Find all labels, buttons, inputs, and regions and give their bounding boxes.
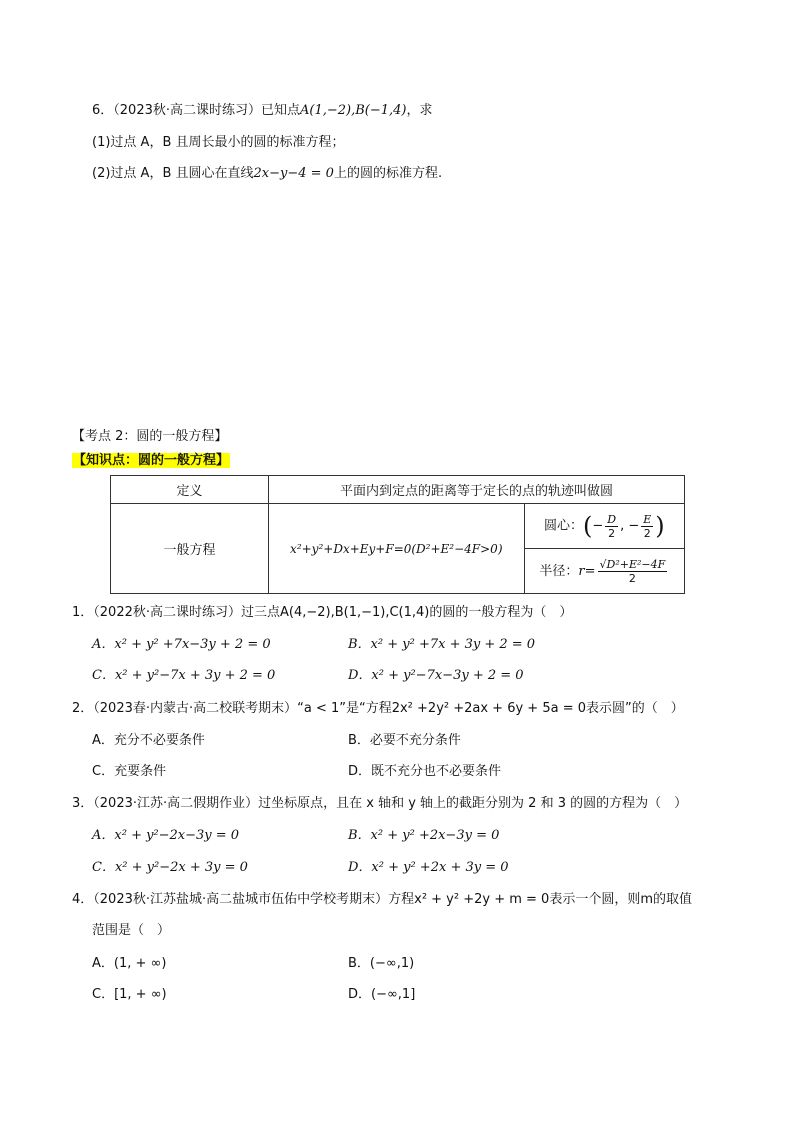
q4-option-d[interactable]: D．(−∞,1]	[348, 987, 416, 1002]
center-label: 圆心：	[543, 518, 583, 534]
q6-part2	[92, 165, 442, 183]
center-x-fraction: $\frac{D}{2}$	[607, 512, 617, 540]
knowledge-table	[110, 475, 685, 594]
q2-option-d[interactable]: D．既不充分也不必要条件	[348, 764, 502, 779]
q6-part1: (1)过点 A，B 且周长最小的圆的标准方程；	[92, 135, 345, 150]
table-equation: x²+y²+Dx+Ey+F=0(D²+E²−4F>0)	[268, 504, 524, 594]
center-y-fraction: $\frac{E}{2}$	[643, 512, 652, 540]
knowledge-title	[72, 452, 230, 470]
q6-part2-text: (2)过点 A，B 且圆心在直线	[92, 166, 254, 181]
q6-part2-equation: 2x−y−4 = 0	[253, 166, 334, 181]
q6-points: A(1,−2),B(−1,4)	[300, 103, 407, 118]
q1-stem: 1．（2022秋·高二课时练习）过三点A(4,−2),B(1,−1),C(1,4)的圆的一般方程为（ ）	[72, 605, 573, 620]
q3-option-b[interactable]: B．x² + y² +2x−3y = 0	[348, 828, 500, 843]
q3-option-c[interactable]: C．x² + y²−2x + 3y = 0	[92, 860, 248, 875]
q4-stem: 4．（2023秋·江苏盐城·高二盐城市伍佑中学校考期末）方程x² + y² +2y + m = 0表示一个圆，则m的取值	[72, 892, 692, 907]
q6-ask: ，求	[406, 103, 433, 118]
q1-option-a[interactable]: A．x² + y² +7x−3y + 2 = 0	[92, 637, 271, 652]
q1-option-d[interactable]: D．x² + y²−7x−3y + 2 = 0	[348, 668, 524, 683]
q3-stem: 3．（2023·江苏·高二假期作业）过坐标原点，且在 x 轴和 y 轴上的截距分别为 2 和 3 的圆的方程为（ ）	[72, 796, 688, 811]
q6-part2-tail: 上的圆的标准方程.	[333, 166, 443, 181]
q2-option-c[interactable]: C．充要条件	[92, 764, 167, 779]
q1-option-b[interactable]: B．x² + y² +7x + 3y + 2 = 0	[348, 637, 536, 652]
radius-label: 半径：	[539, 563, 579, 579]
table-center-cell: 圆心：(− $\frac{D}{2}$ , − $\frac{E}{2}$ )	[524, 504, 684, 549]
q4-option-b[interactable]: B．(−∞,1)	[348, 956, 415, 971]
q2-option-b[interactable]: B．必要不充分条件	[348, 733, 461, 748]
q6-intro: 6．（2023秋·高二课时练习）已知点	[92, 103, 300, 118]
knowledge-highlight: 【知识点：圆的一般方程】	[73, 453, 230, 468]
q4-stem-continued: 范围是（ ）	[92, 923, 171, 938]
q1-option-c[interactable]: C．x² + y²−7x + 3y + 2 = 0	[92, 668, 276, 683]
q3-option-d[interactable]: D．x² + y² +2x + 3y = 0	[348, 860, 509, 875]
table-header-description: 平面内到定点的距离等于定长的点的轨迹叫做圆	[268, 476, 684, 504]
table-radius-cell	[524, 549, 684, 594]
q6-stem	[92, 102, 433, 120]
radius-fraction: $\frac{\text{√D²+E²−4F}}{2}$	[599, 557, 666, 585]
table-header-definition: 定义	[111, 476, 269, 504]
table-row-label: 一般方程	[111, 504, 269, 594]
q4-option-c[interactable]: C．[1, + ∞)	[92, 987, 167, 1002]
q4-option-a[interactable]: A．(1, + ∞)	[92, 956, 167, 971]
q2-option-a[interactable]: A．充分不必要条件	[92, 733, 205, 748]
q2-stem: 2．（2023春·内蒙古·高二校联考期末）“a < 1”是“方程2x² +2y² +2ax + 6y + 5a = 0表示圆”的（ ）	[72, 701, 684, 716]
section-title: 【考点 2：圆的一般方程】	[72, 429, 228, 444]
q3-option-a[interactable]: A．x² + y²−2x−3y = 0	[92, 828, 240, 843]
radius-symbol: r=	[578, 563, 596, 579]
